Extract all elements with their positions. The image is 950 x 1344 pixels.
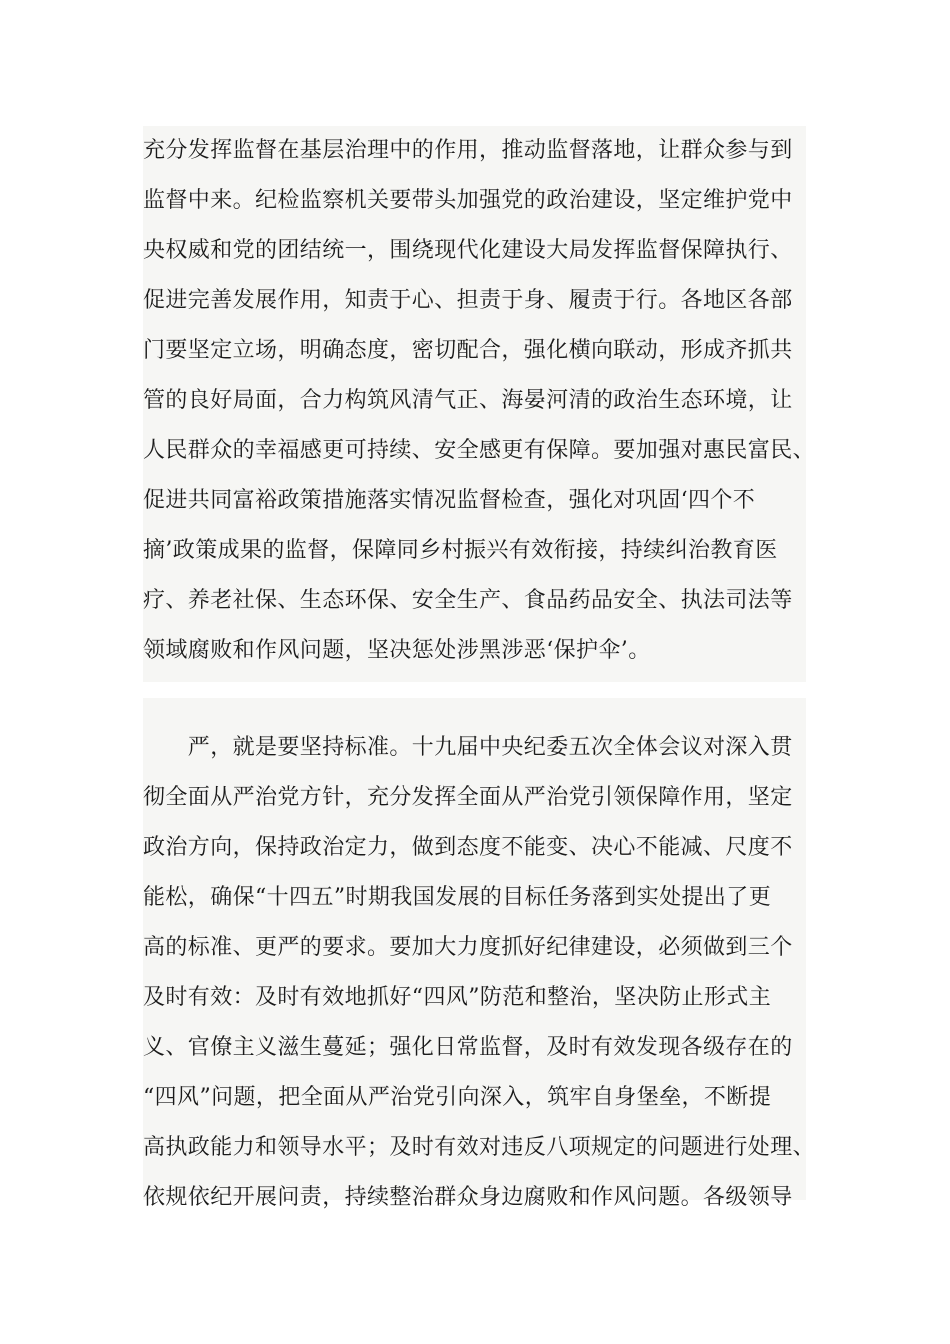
text-line: 疗、养老社保、生态环保、安全生产、食品药品安全、执法司法等 [143,588,793,613]
text-line: 领域腐败和作风问题，坚决惩处涉黑涉恶‘保护伞’。 [143,638,651,663]
text-line: 门要坚定立场，明确态度，密切配合，强化横向联动，形成齐抓共 [143,338,793,363]
text-line: 充分发挥监督在基层治理中的作用，推动监督落地，让群众参与到 [143,138,793,163]
text-line: 彻全面从严治党方针，充分发挥全面从严治党引领保障作用，坚定 [143,785,793,810]
text-line: 摘’政策成果的监督，保障同乡村振兴有效衔接，持续纠治教育医 [143,538,778,563]
text-line: 央权威和党的团结统一，围绕现代化建设大局发挥监督保障执行、 [143,238,793,263]
text-line: 管的良好局面，合力构筑风清气正、海晏河清的政治生态环境，让 [143,388,793,413]
text-line: “四风”问题，把全面从严治党引向深入，筑牢自身堡垒，不断提 [143,1085,772,1110]
text-line: 能松，确保“十四五”时期我国发展的目标任务落到实处提出了更 [143,885,772,910]
paragraph-1 [143,126,816,676]
text-line: 促进完善发展作用，知责于心、担责于身、履责于行。各地区各部 [143,288,793,313]
text-line: 高执政能力和领导水平；及时有效对违反八项规定的问题进行处理、 [143,1135,816,1160]
text-line: 依规依纪开展问责，持续整治群众身边腐败和作风问题。各级领导 [143,1185,793,1210]
text-line: 高的标准、更严的要求。要加大力度抓好纪律建设，必须做到三个 [143,935,793,960]
text-line: 严，就是要坚持标准。十九届中央纪委五次全体会议对深入贯 [143,735,793,760]
text-line: 及时有效：及时有效地抓好“四风”防范和整治，坚决防止形式主 [143,985,772,1010]
text-line: 监督中来。纪检监察机关要带头加强党的政治建设，坚定维护党中 [143,188,793,213]
text-line: 义、官僚主义滋生蔓延；强化日常监督，及时有效发现各级存在的 [143,1035,793,1060]
text-line: 政治方向，保持政治定力，做到态度不能变、决心不能减、尺度不 [143,835,793,860]
paragraph-2 [143,723,816,1223]
text-line: 促进共同富裕政策措施落实情况监督检查，强化对巩固‘四个不 [143,488,756,513]
text-line: 人民群众的幸福感更可持续、安全感更有保障。要加强对惠民富民、 [143,438,816,463]
